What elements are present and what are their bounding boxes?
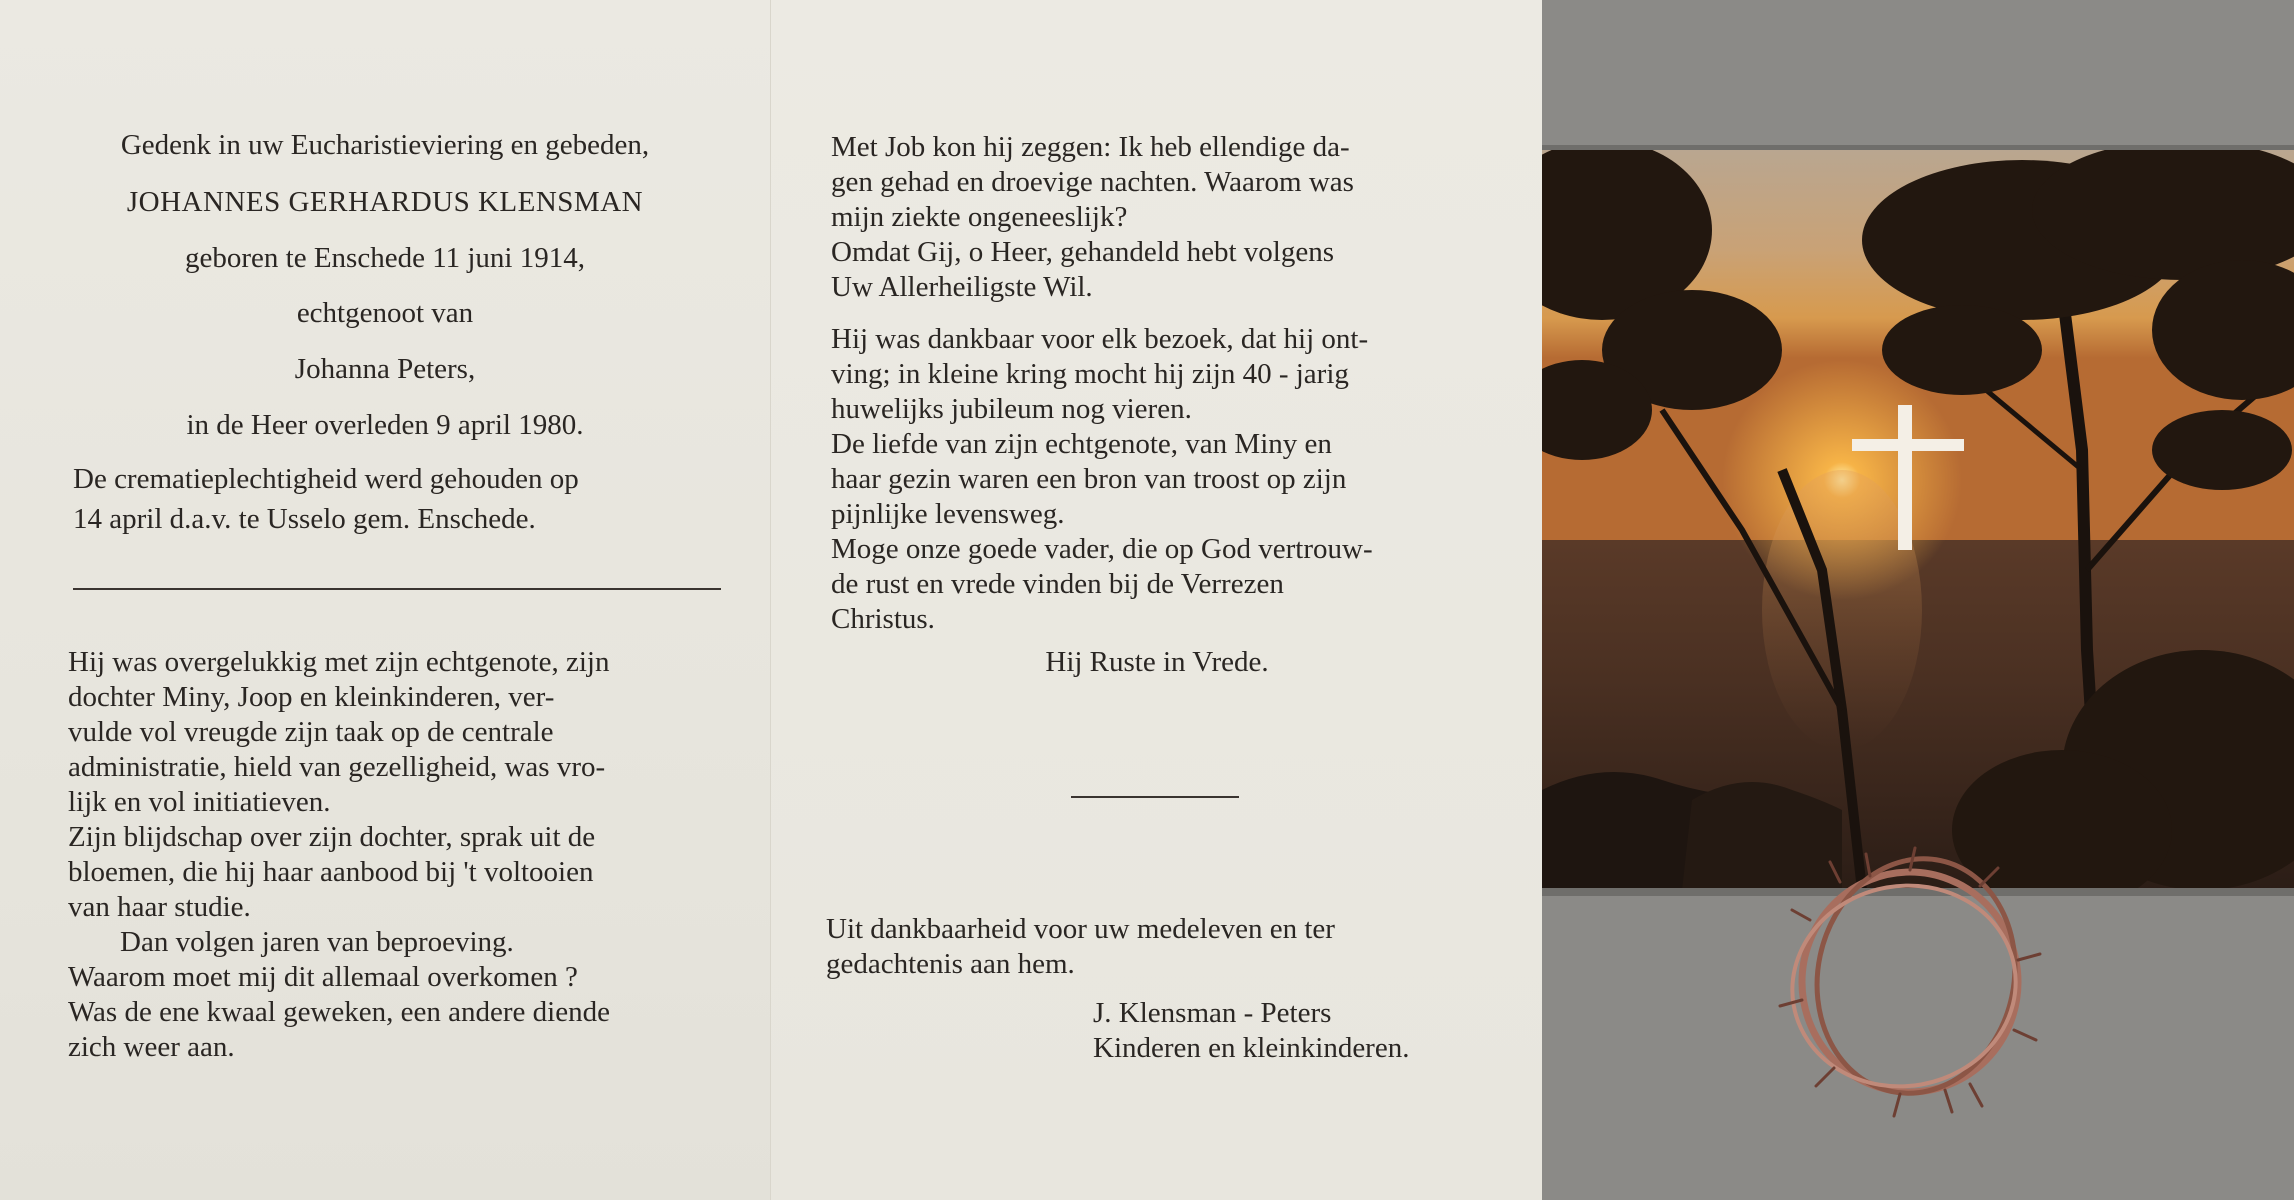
body-line: Hij was overgelukkig met zijn echtgenote, zijn [68, 646, 610, 678]
body-line: vulde vol vreugde zijn taak op de centrale [68, 716, 554, 748]
card-middle-panel [770, 0, 1542, 1200]
job-line: gen gehad en droevige nachten. Waarom was [831, 166, 1354, 198]
death-line: in de Heer overleden 9 april 1980. [186, 409, 584, 441]
body-line: Waarom moet mij dit allemaal overkomen ? [68, 961, 578, 993]
body-line: administratie, hield van gezelligheid, was vro- [68, 751, 606, 783]
body-line: Was de ene kwaal geweken, een andere diende [68, 996, 610, 1028]
job-line: Omdat Gij, o Heer, gehandeld hebt volgens [831, 236, 1334, 268]
job-line: Uw Allerheiligste Wil. [831, 271, 1093, 303]
body-line: lijk en vol initiatieven. [68, 786, 331, 818]
cremation-line-2: 14 april d.a.v. te Usselo gem. Enschede. [73, 503, 536, 535]
job-line: mijn ziekte ongeneeslijk? [831, 201, 1128, 233]
body-line: dochter Miny, Joop en kleinkinderen, ver- [68, 681, 555, 713]
crown-of-thorns-icon [1770, 840, 2050, 1120]
signature-line: J. Klensman - Peters [1093, 997, 1332, 1029]
birth-line: geboren te Enschede 11 juni 1914, [185, 242, 585, 274]
thanks-line: gedachtenis aan hem. [826, 948, 1075, 980]
visits-line: pijnlijke levensweg. [831, 498, 1065, 530]
visits-line: ving; in kleine kring mocht hij zijn 40 - jarig [831, 358, 1349, 390]
intro-line: Gedenk in uw Eucharistieviering en gebeden, [120, 129, 650, 161]
short-divider-rule [1071, 796, 1239, 798]
body-line: zich weer aan. [68, 1031, 235, 1063]
body-line: Zijn blijdschap over zijn dochter, sprak uit de [68, 821, 596, 853]
thanks-line: Uit dankbaarheid voor uw medeleven en ter [826, 913, 1335, 945]
visits-line: haar gezin waren een bron van troost op zijn [831, 463, 1347, 495]
body-line: bloemen, die hij haar aanbood bij 't voltooien [68, 856, 594, 888]
cremation-line-1: De crematieplechtigheid werd gehouden op [73, 463, 579, 495]
deceased-name: JOHANNES GERHARDUS KLENSMAN [126, 186, 644, 218]
visits-line: de rust en vrede vinden bij de Verrezen [831, 568, 1284, 600]
rest-in-peace: Hij Ruste in Vrede. [1045, 646, 1269, 678]
visits-line: Hij was dankbaar voor elk bezoek, dat hij ont- [831, 323, 1369, 355]
spouse-name: Johanna Peters, [294, 353, 476, 385]
visits-line: De liefde van zijn echtgenote, van Miny en [831, 428, 1332, 460]
signature-line: Kinderen en kleinkinderen. [1093, 1032, 1410, 1064]
cross-icon [1852, 405, 1964, 550]
job-line: Met Job kon hij zeggen: Ik heb ellendige da- [831, 131, 1350, 163]
body-line: van haar studie. [68, 891, 251, 923]
divider-rule [73, 588, 721, 590]
visits-line: Christus. [831, 603, 935, 635]
visits-line: huwelijks jubileum nog vieren. [831, 393, 1192, 425]
body-line: Dan volgen jaren van beproeving. [120, 926, 514, 958]
visits-line: Moge onze goede vader, die op God vertrouw- [831, 533, 1373, 565]
card-left-panel [0, 0, 770, 1200]
spouse-of-line: echtgenoot van [296, 297, 474, 329]
